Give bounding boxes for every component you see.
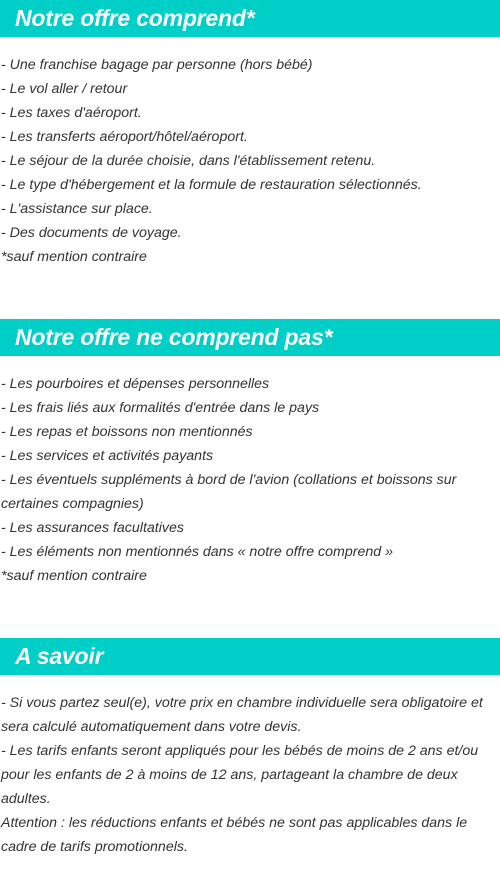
list-item: - Une franchise bagage par personne (hors bébé) bbox=[1, 57, 313, 73]
footnote: *sauf mention contraire bbox=[1, 249, 147, 265]
list-item: - Les services et activités payants bbox=[1, 448, 214, 464]
section-not-included-title: Notre offre ne comprend pas* bbox=[0, 319, 500, 356]
not-included-list bbox=[0, 372, 500, 588]
included-list bbox=[0, 53, 500, 269]
info-paragraph: Attention : les réductions enfants et bébés ne sont pas applicables dans le cadre de tarifs promotionnels. bbox=[1, 815, 468, 855]
section-included-title: Notre offre comprend* bbox=[0, 0, 500, 37]
footnote: *sauf mention contraire bbox=[1, 568, 147, 584]
list-item: - Les éléments non mentionnés dans « notre offre comprend » bbox=[1, 544, 393, 560]
list-item: - Les frais liés aux formalités d'entrée dans le pays bbox=[1, 400, 320, 416]
info-paragraph: - Si vous partez seul(e), votre prix en chambre individuelle sera obligatoire et sera calculé automatiquement dans votre devis. bbox=[1, 695, 483, 735]
list-item: - Des documents de voyage. bbox=[1, 225, 182, 241]
list-item: - L'assistance sur place. bbox=[1, 201, 153, 217]
good-to-know-text bbox=[0, 691, 500, 859]
section-included bbox=[0, 0, 500, 269]
list-item: - Les taxes d'aéroport. bbox=[1, 105, 142, 121]
list-item: - Le séjour de la durée choisie, dans l'établissement retenu. bbox=[1, 153, 376, 169]
list-item: - Les transferts aéroport/hôtel/aéroport. bbox=[1, 129, 248, 145]
list-item: - Les repas et boissons non mentionnés bbox=[1, 424, 253, 440]
list-item: - Le type d'hébergement et la formule de restauration sélectionnés. bbox=[1, 177, 422, 193]
list-item: - Les pourboires et dépenses personnelles bbox=[1, 376, 270, 392]
info-paragraph: - Les tarifs enfants seront appliqués pour les bébés de moins de 2 ans et/ou pour les enfants de 2 à moins de 12 ans, partageant la chambre de deux adultes. bbox=[1, 743, 479, 807]
list-item: - Le vol aller / retour bbox=[1, 81, 128, 97]
section-good-to-know-title: A savoir bbox=[0, 638, 500, 675]
section-good-to-know bbox=[0, 638, 500, 859]
section-not-included bbox=[0, 319, 500, 588]
list-item: - Les assurances facultatives bbox=[1, 520, 184, 536]
list-item: - Les éventuels suppléments à bord de l'avion (collations et boissons sur certaines compagnies) bbox=[1, 472, 457, 512]
